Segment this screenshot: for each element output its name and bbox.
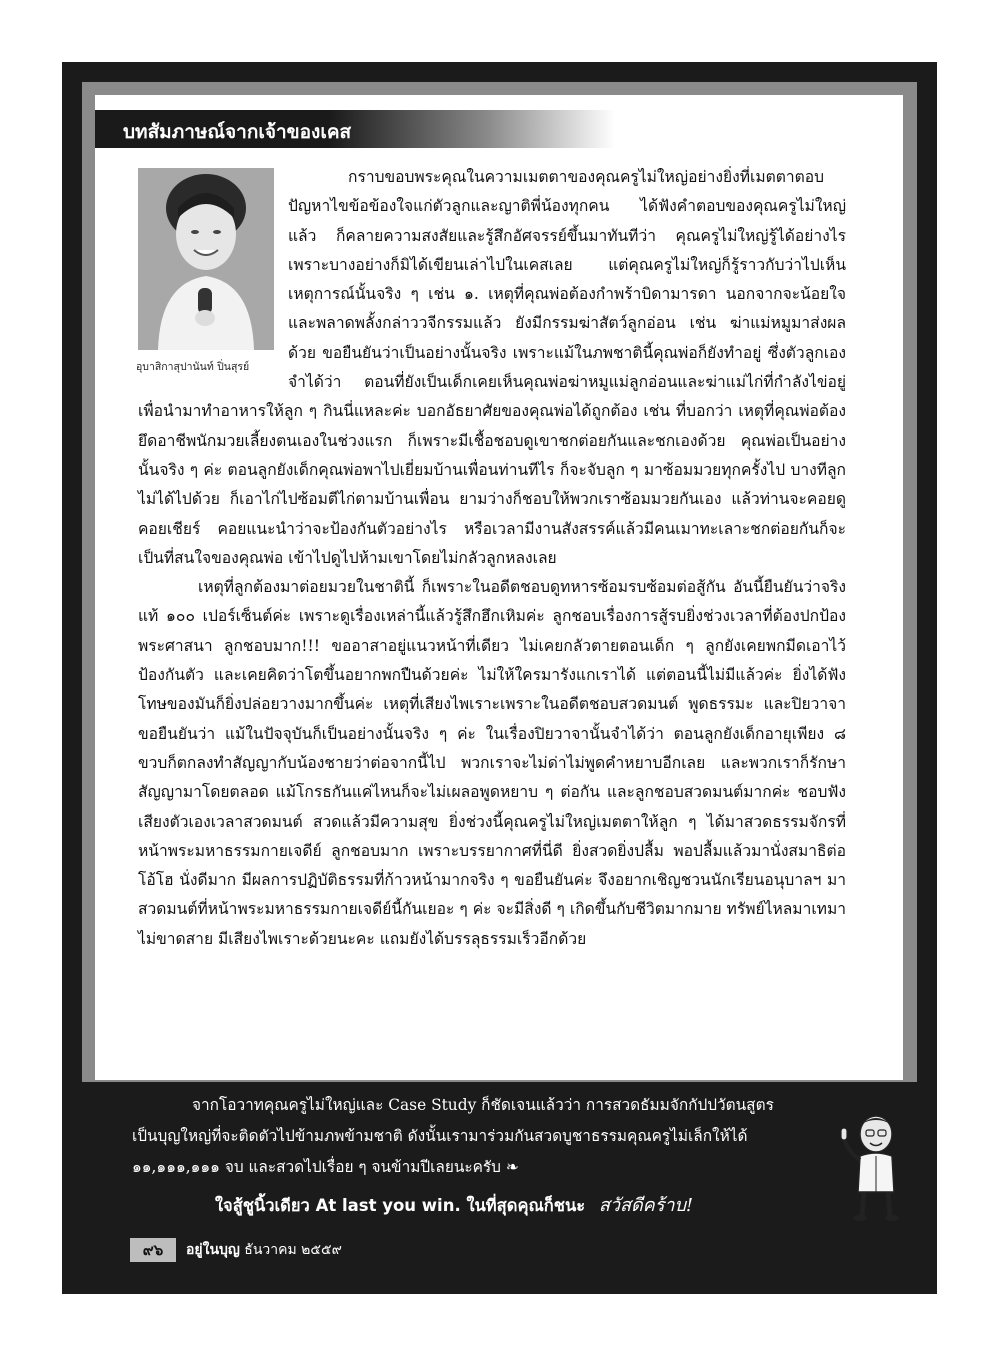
leaf-icon: ❧ <box>505 1158 519 1176</box>
signature: สวัสดีคร้าบ! <box>598 1195 694 1216</box>
footer-line-3-text: ๑๑,๑๑๑,๑๑๑ จบ และสวดไปเรื่อย ๆ จนข้ามปีเลยนะครับ <box>132 1158 501 1176</box>
paragraph-2: เหตุที่ลูกต้องมาต่อยมวยในชาตินี้ ก็เพราะในอดีตชอบดูทหารซ้อมรบซ้อมต่อสู้กัน อันนี้ยืนยันว่าจริงแท้ ๑๐๐ เปอร์เซ็นต์ค่ะ เพราะดูเรื่องเหล่านี้แล้วรู้สึกฮึกเหิมค่ะ ลูกชอบเรื่องการสู้รบยิ่งช่วงเวลาที่ต้องปกป้องพระศาสนา ลูกชอบมาก!!! ขออาสาอยู่แนวหน้าที่เดียว ไม่เคยกลัวตายตอนเด็ก ๆ ลูกยังเคยพกมีดเอาไว้ป้องกันตัว และเคยคิดว่าโตขึ้นอยากพกปืนด้วยค่ะ ไม่ให้ใครมารังแกเราได้ แต่ตอนนี้ไม่มีแล้วค่ะ ยิ่งได้ฟังโทษของมันก็ยิ่งปล่อยวางมากขึ้นค่ะ เหตุที่เสียงไพเราะเพราะในอดีตชอบสวดมนต์ พูดธรรมะ และปิยวาจา ขอยืนยันว่า แม้ในปัจจุบันก็เป็นอย่างนั้นจริง ๆ ค่ะ ในเรื่องปิยวาจานั้นจำได้ว่า ตอนลูกยังเด็กอายุเพียง ๘ ขวบก็ตกลงทำสัญญากับน้องชายว่าต่อจากนี้ไป พวกเราจะไม่ด่าไม่พูดคำหยาบอีกเลย และพวกเราก็รักษาสัญญามาโดยตลอด แม้โกรธกันแค่ไหนก็จะไม่เผลอพูดหยาบ ๆ ต่อกัน และลูกชอบสวดมนต์มากค่ะ ชอบฟังเสียงตัวเองเวลาสวดมนต์ สวดแล้วมีความสุข ยิ่งช่วงนี้คุณครูไม่ใหญ่เมตตาให้ลูก ๆ ได้มาสวดธรรมจักรที่หน้าพระมหาธรรมกายเจดีย์ ลูกชอบมาก เพราะบรรยากาศที่นี่ดี ยิ่งสวดยิ่งปลื้ม พอปลื้มแล้วมานั่งสมาธิต่อโอ้โฮ นั่งดีมาก มีผลการปฏิบัติธรรมที่ก้าวหน้ามากจริง ๆ ขอยืนยันค่ะ จึงอยากเชิญชวนนักเรียนอนุบาลฯ มาสวดมนต์ที่หน้าพระมหาธรรมกายเจดีย์นี้กันเยอะ ๆ ค่ะ จะมีสิ่งดี ๆ เกิดขึ้นกับชีวิตมากมาย ทรัพย์ไหลมาเทมาไม่ขาดสาย มีเสียงไพเราะด้วยนะคะ แถมยังได้บรรลุธรรมเร็วอีกด้วย <box>138 578 846 948</box>
section-header <box>95 110 615 148</box>
photo-caption: อุบาสิกาสุปานันท์ ปิ่นสุรย์ <box>136 361 250 373</box>
issue-date: ธันวาคม ๒๕๕๙ <box>244 1242 342 1258</box>
photo-spacer <box>138 163 288 393</box>
footer-line-2: เป็นบุญใหญ่ที่จะติดตัวไปข้ามภพข้ามชาติ ดังนั้นเรามาร่วมกันสวดบูชาธรรมคุณครูไม่เล็กให้ได้ <box>132 1127 748 1145</box>
magazine-name: อยู่ในบุญ <box>186 1242 240 1258</box>
footer-line-1: จากโอวาทคุณครูไม่ใหญ่และ Case Study ก็ชัดเจนแล้วว่า การสวดธัมมจักกัปปวัตนสูตร <box>192 1096 774 1114</box>
footer-line-3 <box>132 1152 847 1183</box>
magazine-info <box>186 1238 342 1262</box>
paragraph-1: กราบขอบพระคุณในความเมตตาของคุณครูไม่ใหญ่อย่างยิ่งที่เมตตาตอบปัญหาไขข้อข้องใจแก่ตัวลูกและญาติพี่น้องทุกคน ได้ฟังคำตอบของคุณครูไม่ใหญ่แล้ว ก็คลายความสงสัยและรู้สึกอัศจรรย์ขึ้นมาทันทีว่า คุณครูไม่ใหญ่รู้ได้อย่างไร เพราะบางอย่างก็มิได้เขียนเล่าไปในเคสเลย แต่คุณครูไม่ใหญ่ก็รู้ราวกับว่าไปเห็นเหตุการณ์นั้นจริง ๆ เช่น ๑. เหตุที่คุณพ่อต้องกำพร้าบิดามารดา นอกจากจะน้อยใจและพลาดพลั้งกล่าววจีกรรมแล้ว ยังมีกรรมฆ่าสัตว์ลูกอ่อน เช่น ฆ่าแม่หมูมาส่งผลด้วย ขอยืนยันว่าเป็นอย่างนั้นจริง เพราะแม้ในภพชาตินี้คุณพ่อก็ยังทำอยู่ ซึ่งตัวลูกเองจำได้ว่า ตอนที่ยังเป็นเด็กเคยเห็นคุณพ่อฆ่าหมูแม่ลูกอ่อนและฆ่าแม่ไก่ที่กำลังไข่อยู่ เพื่อนำมาทำอาหารให้ลูก ๆ กินนี่แหละค่ะ บอกอัธยาศัยของคุณพ่อได้ถูกต้อง เช่น ที่บอกว่า เหตุที่คุณพ่อต้องยึดอาชีพนักมวยเลี้ยงตนเองในช่วงแรก ก็เพราะมีเชื้อชอบดูเขาชกต่อยกันและชกเองด้วย คุณพ่อเป็นอย่างนั้นจริง ๆ ค่ะ ตอนลูกยังเด็กคุณพ่อพาไปเยี่ยมบ้านเพื่อนท่านทีไร ก็จะจับลูก ๆ มาซ้อมมวยทุกครั้งไป บางทีลูกไม่ได้ไปด้วย ก็เอาไก่ไปซ้อมตีไก่ตามบ้านเพื่อน ยามว่างก็ชอบให้พวกเราซ้อมมวยกันเอง แล้วท่านจะคอยดู คอยเชียร์ คอยแนะนำว่าจะป้องกันตัวอย่างไร หรือเวลามีงานสังสรรค์แล้วมีคนเมาทะเลาะชกต่อยกันก็จะเป็นที่สนใจของคุณพ่อ เข้าไปดูไปห้ามเขาโดยไม่กลัวลูกหลงเลย <box>138 168 846 567</box>
page-number: ๙๖ <box>130 1238 176 1262</box>
section-title: บทสัมภาษณ์จากเจ้าของเคส <box>123 121 352 143</box>
slogan-text: ใจสู้ชูนิ้วเดียว At last you win. ในที่สุดคุณก็ชนะ <box>215 1196 586 1215</box>
footer-text <box>132 1090 847 1183</box>
slogan <box>215 1190 693 1219</box>
article-body <box>138 163 846 954</box>
cartoon-mascot-icon <box>838 1112 908 1222</box>
